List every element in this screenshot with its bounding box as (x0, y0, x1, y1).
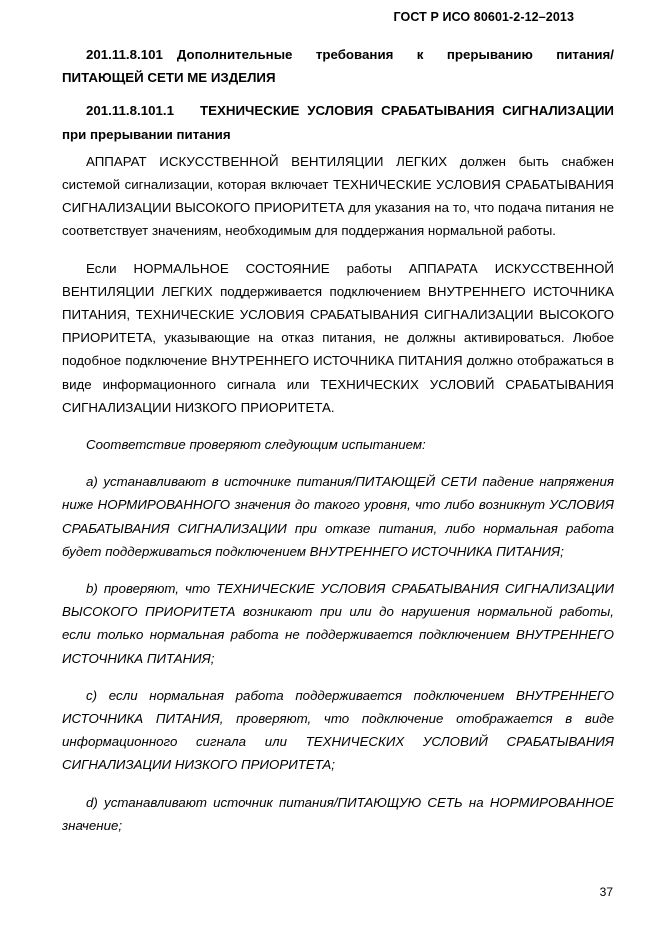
section-number: 201.11.8.101 (86, 47, 163, 62)
section-title: Дополнительные требования к прерыванию питания/ПИТАЮЩЕЙ СЕТИ МЕ ИЗДЕЛИЯ (62, 47, 614, 86)
paragraph-internal-power-source: Если НОРМАЛЬНОЕ СОСТОЯНИЕ работы АППАРАТА ИСКУССТВЕННОЙ ВЕНТИЛЯЦИИ ЛЕГКИХ поддерживается подключением ВНУТРЕННЕГО ИСТОЧНИКА ПИТАНИЯ, ТЕХНИЧЕСКИЕ УСЛОВИЯ СРАБАТЫВАНИЯ СИГНАЛИЗАЦИИ ВЫСОКОГО ПРИОРИТЕТА, указывающие на отказ питания, не должны активироваться. Любое подобное подключение ВНУТРЕННЕГО ИСТОЧНИКА ПИТАНИЯ должно отображаться в виде информационного сигнала или ТЕХНИЧЕСКИХ УСЛОВИЙ СРАБАТЫВАНИЯ СИГНАЛИЗАЦИИ НИЗКОГО ПРИОРИТЕТА. (62, 260, 614, 415)
test-step-b: b) проверяют, что ТЕХНИЧЕСКИЕ УСЛОВИЯ СРАБАТЫВАНИЯ СИГНАЛИЗАЦИИ ВЫСОКОГО ПРИОРИТЕТА возникают при или до нарушения нормальной работы, если только нормальная работа не поддерживается подключением ВНУТРЕННЕГО ИСТОЧНИКА ПИТАНИЯ; (62, 581, 614, 666)
test-step-c: c) если нормальная работа поддерживается подключением ВНУТРЕННЕГО ИСТОЧНИКА ПИТАНИЯ, проверяют, что подключение отображается в виде информационного сигнала или ТЕХНИЧЕСКИХ УСЛОВИЙ СРАБАТЫВАНИЯ СИГНАЛИЗАЦИИ НИЗКОГО ПРИОРИТЕТА; (62, 687, 614, 773)
page-number: 37 (599, 885, 613, 899)
paragraph-alarm-requirement: АППАРАТ ИСКУССТВЕННОЙ ВЕНТИЛЯЦИИ ЛЕГКИХ должен быть снабжен системой сигнализации, которая включает ТЕХНИЧЕСКИЕ УСЛОВИЯ СРАБАТЫВАНИЯ СИГНАЛИЗАЦИИ ВЫСОКОГО ПРИОРИТЕТА для указания на то, что подача питания не соответствует значениям, необходимым для поддержания нормальной работы. (62, 153, 614, 239)
compliance-statement: Соответствие проверяют следующим испытанием: (86, 437, 426, 453)
document-header: ГОСТ Р ИСО 80601-2-12–2013 (393, 10, 574, 24)
test-step-a: a) устанавливают в источнике питания/ПИТАЮЩЕЙ СЕТИ падение напряжения ниже НОРМИРОВАННОГО значения до такого уровня, что либо возникнут УСЛОВИЯ СРАБАТЫВАНИЯ СИГНАЛИЗАЦИИ при отказе питания, либо нормальная работа будет поддерживаться подключением ВНУТРЕННЕГО ИСТОЧНИКА ПИТАНИЯ; (62, 474, 614, 559)
document-body (62, 43, 614, 837)
test-step-d: d) устанавливают источник питания/ПИТАЮЩУЮ СЕТЬ на НОРМИРОВАННОЕ значение; (62, 794, 614, 833)
section-title: ТЕХНИЧЕСКИЕ УСЛОВИЯ СРАБАТЫВАНИЯ СИГНАЛИЗАЦИИ при прерывании питания (62, 103, 614, 142)
section-heading-201-11-8-101 (62, 43, 614, 89)
section-number: 201.11.8.101.1 (86, 103, 174, 119)
section-heading-201-11-8-101-1 (62, 99, 614, 145)
